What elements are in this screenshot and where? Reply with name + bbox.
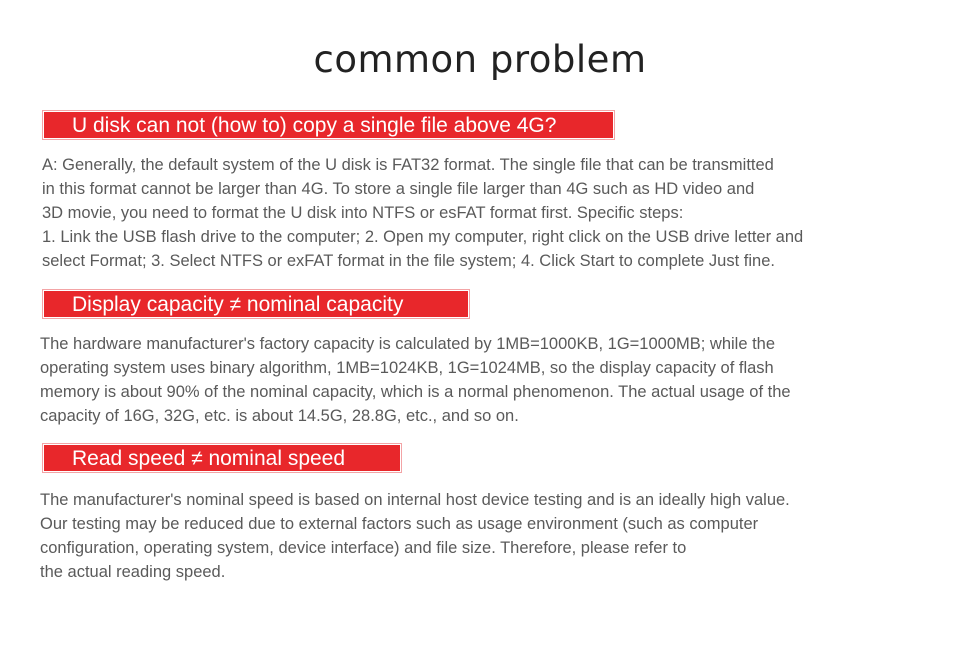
page-title: common problem [313, 38, 647, 81]
paragraph-line: A: Generally, the default system of the U disk is FAT32 format. The single file that can be transmitted [42, 156, 774, 174]
paragraph-line: select Format; 3. Select NTFS or exFAT format in the file system; 4. Click Start to complete Just fine. [42, 252, 775, 270]
section-body-fat32 [42, 153, 803, 273]
paragraph-line: operating system uses binary algorithm, 1MB=1024KB, 1G=1024MB, so the display capacity of flash [40, 359, 774, 377]
paragraph-line: capacity of 16G, 32G, etc. is about 14.5G, 28.8G, etc., and so on. [40, 407, 519, 425]
paragraph-line: Our testing may be reduced due to external factors such as usage environment (such as computer [40, 515, 759, 533]
section-body-capacity [40, 332, 791, 428]
paragraph-line: 3D movie, you need to format the U disk into NTFS or esFAT format first. Specific steps: [42, 204, 684, 222]
section-body-speed [40, 488, 790, 584]
paragraph-line: memory is about 90% of the nominal capacity, which is a normal phenomenon. The actual usage of the [40, 383, 791, 401]
paragraph-line: The manufacturer's nominal speed is based on internal host device testing and is an ideally high value. [40, 491, 790, 509]
paragraph-line: configuration, operating system, device interface) and file size. Therefore, please refer to [40, 539, 687, 557]
paragraph-line: 1. Link the USB flash drive to the computer; 2. Open my computer, right click on the USB drive letter and [42, 228, 804, 246]
section-heading-capacity: Display capacity ≠ nominal capacity [42, 289, 470, 319]
section-heading-fat32: U disk can not (how to) copy a single file above 4G? [42, 110, 615, 140]
paragraph-line: The hardware manufacturer's factory capacity is calculated by 1MB=1000KB, 1G=1000MB; while the [40, 335, 776, 353]
section-heading-speed: Read speed ≠ nominal speed [42, 443, 402, 473]
paragraph-line: the actual reading speed. [40, 563, 226, 581]
paragraph-line: in this format cannot be larger than 4G. To store a single file larger than 4G such as HD video and [42, 180, 755, 198]
